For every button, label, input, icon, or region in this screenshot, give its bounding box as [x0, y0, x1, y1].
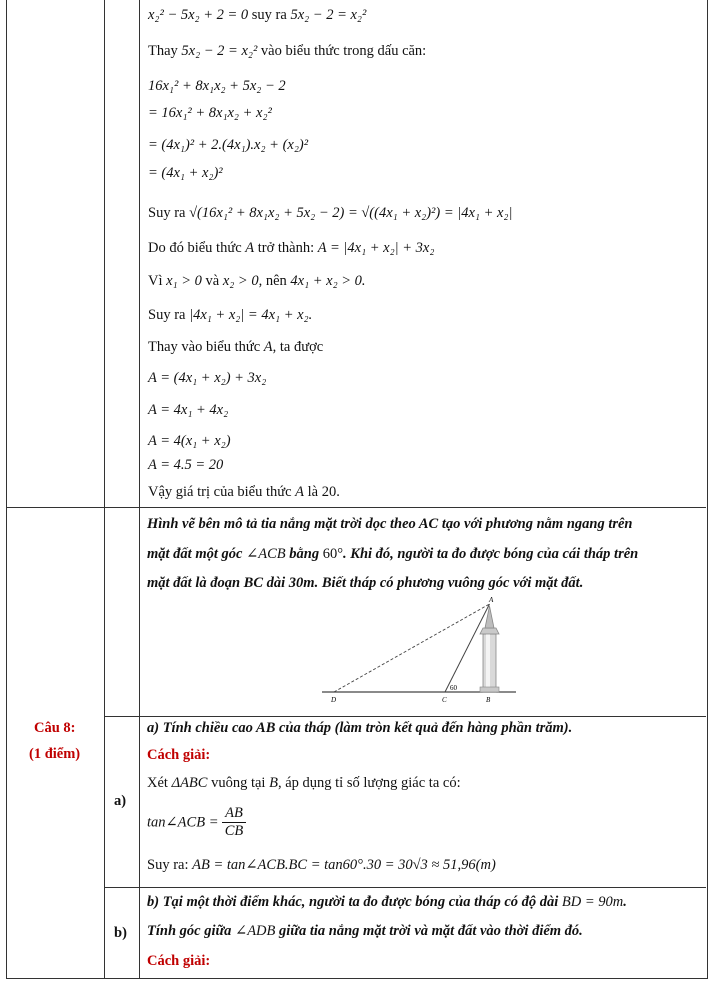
- ray-da: [334, 604, 490, 692]
- tower-figure: [320, 594, 520, 704]
- line-equation: [148, 6, 366, 24]
- table-frame: [6, 0, 708, 979]
- text-suy-ra-2: Suy ra: [148, 307, 186, 323]
- text-thay: Thay: [148, 43, 178, 59]
- height-result: AB = tan∠ACB.BC = tan60°.30 = 30√3 ≈ 51,96(m): [192, 857, 496, 873]
- tan-formula: [147, 805, 246, 845]
- text-ta-duoc: , ta được: [272, 339, 324, 355]
- expr-3: = (4x₁)² + 2.(4x₁).x₂ + (x₂)²: [148, 137, 309, 153]
- intro-line-2: [147, 545, 638, 563]
- eq-substitute: 5x₂ − 2 = x₂²: [181, 43, 258, 59]
- angle-adb: ∠ADB: [235, 923, 276, 939]
- label-b: B: [486, 696, 491, 704]
- part-a-result: [147, 856, 496, 874]
- text-tro-thanh: trở thành:: [257, 240, 315, 256]
- question-points: (1 điểm): [29, 746, 81, 762]
- text-xet: Xét: [147, 775, 168, 791]
- var-a-2: A: [263, 339, 273, 355]
- part-b-label: b): [114, 925, 127, 941]
- expr-a: A = |4x₁ + x₂| + 3x₂: [317, 240, 435, 256]
- part-b-text-a: b) Tại một thời điểm khác, người ta đo được bóng của tháp có độ dài: [147, 894, 559, 910]
- row-divider-q8: [6, 507, 706, 508]
- eq-1: x₂² − 5x₂ + 2 = 0: [148, 7, 249, 23]
- intro-text-b: . Khi đó, người ta đo được bóng của cái tháp trên: [343, 546, 639, 562]
- part-b-title-1: [147, 893, 627, 911]
- line-do-do: [148, 239, 434, 257]
- intro-line-1: Hình vẽ bên mô tả tia nắng mặt trời dọc theo AC tạo với phương nằm ngang trên: [147, 516, 633, 532]
- part-b-text-c: giữa tia nắng mặt trời và mặt đất vào thời điểm đó.: [279, 923, 583, 939]
- var-b: B: [269, 775, 278, 791]
- line-thay-vao: [148, 338, 323, 356]
- expr-2: = 16x₁² + 8x₁x₂ + x₂²: [148, 105, 272, 121]
- tower-highlight: [486, 634, 490, 692]
- expr-1: 16x₁² + 8x₁x₂ + 5x₂ − 2: [148, 78, 286, 94]
- row-divider-b: [104, 887, 706, 888]
- var-a-3: A: [295, 484, 305, 500]
- triangle-abc: ΔABC: [171, 775, 208, 791]
- row-divider-a: [104, 716, 706, 717]
- text-thay-vao: Thay vào biểu thức: [148, 339, 261, 355]
- text-la-20: là 20.: [307, 484, 340, 500]
- text-va: và: [205, 273, 220, 289]
- angle-value: 60°: [322, 546, 344, 562]
- sqrt-expression: √(16x₁² + 8x₁x₂ + 5x₂ − 2) = √((4x₁ + x₂)²) = |4x₁ + x₂|: [189, 205, 513, 221]
- cond-sum: 4x₁ + x₂ > 0.: [290, 273, 366, 289]
- text-suy-ra: Suy ra: [148, 205, 186, 221]
- intro-text-bang: bằng: [289, 546, 320, 562]
- suy-ra: suy ra: [251, 7, 287, 23]
- line-conclusion: [148, 483, 340, 501]
- part-b-period: .: [623, 894, 627, 910]
- tan-lhs: tan∠ACB =: [147, 814, 219, 831]
- result-1: A = (4x₁ + x₂) + 3x₂: [148, 370, 267, 386]
- var-a: A: [245, 240, 255, 256]
- label-c: C: [442, 696, 447, 704]
- cond-x1: x₁ > 0: [166, 273, 202, 289]
- part-b-title-2: [147, 922, 583, 940]
- text-vi: Vì: [148, 273, 163, 289]
- result-4: A = 4.5 = 20: [148, 457, 224, 473]
- cond-x2: x₂ > 0: [222, 273, 259, 289]
- part-a-method: Cách giải:: [147, 747, 211, 763]
- tan-fraction: [222, 805, 246, 840]
- text-vao: vào biểu thức trong dấu căn:: [260, 43, 427, 59]
- part-a-title: a) Tính chiều cao AB của tháp (làm tròn kết quả đến hàng phần trăm).: [147, 720, 573, 736]
- col-divider-1: [104, 0, 105, 978]
- tower-base: [480, 687, 499, 692]
- col-divider-2: [139, 0, 140, 978]
- part-a-label: a): [114, 793, 127, 809]
- line-vi: [148, 272, 366, 290]
- text-ap-dung: , áp dụng tỉ số lượng giác ta có:: [277, 775, 461, 791]
- line-thay: [148, 42, 426, 60]
- result-2: A = 4x₁ + 4x₂: [148, 402, 229, 418]
- label-d: D: [331, 696, 337, 704]
- label-angle: 60: [450, 684, 457, 692]
- line-suy-ra-sqrt: [148, 204, 512, 222]
- intro-line-3: mặt đất là đoạn BC dài 30m. Biết tháp có phương vuông góc với mặt đất.: [147, 575, 584, 591]
- intro-text-a: mặt đất một góc: [147, 546, 243, 562]
- abs-expression: |4x₁ + x₂| = 4x₁ + x₂.: [189, 307, 313, 323]
- text-do-do: Do đó biểu thức: [148, 240, 242, 256]
- result-3: A = 4(x₁ + x₂): [148, 433, 231, 449]
- tan-denominator: CB: [224, 823, 244, 839]
- eq-2: 5x₂ − 2 = x₂²: [290, 7, 367, 23]
- part-b-text-b: Tính góc giữa: [147, 923, 232, 939]
- text-vuong-tai: vuông tại: [211, 775, 266, 791]
- text-vay: Vậy giá trị của biểu thức: [148, 484, 292, 500]
- label-a: A: [489, 596, 494, 604]
- tan-numerator: AB: [222, 805, 246, 823]
- text-suy-ra-a: Suy ra:: [147, 857, 189, 873]
- question-label: Câu 8:: [34, 720, 76, 736]
- angle-acb: ∠ACB: [246, 546, 286, 562]
- part-b-method: Cách giải:: [147, 953, 211, 969]
- part-a-xet: [147, 774, 461, 792]
- tower-cap: [480, 628, 499, 634]
- line-suy-ra-abs: [148, 306, 312, 324]
- length-bd: BD = 90m: [561, 894, 624, 910]
- text-nen: , nên: [258, 273, 287, 289]
- expr-4: = (4x₁ + x₂)²: [148, 165, 223, 181]
